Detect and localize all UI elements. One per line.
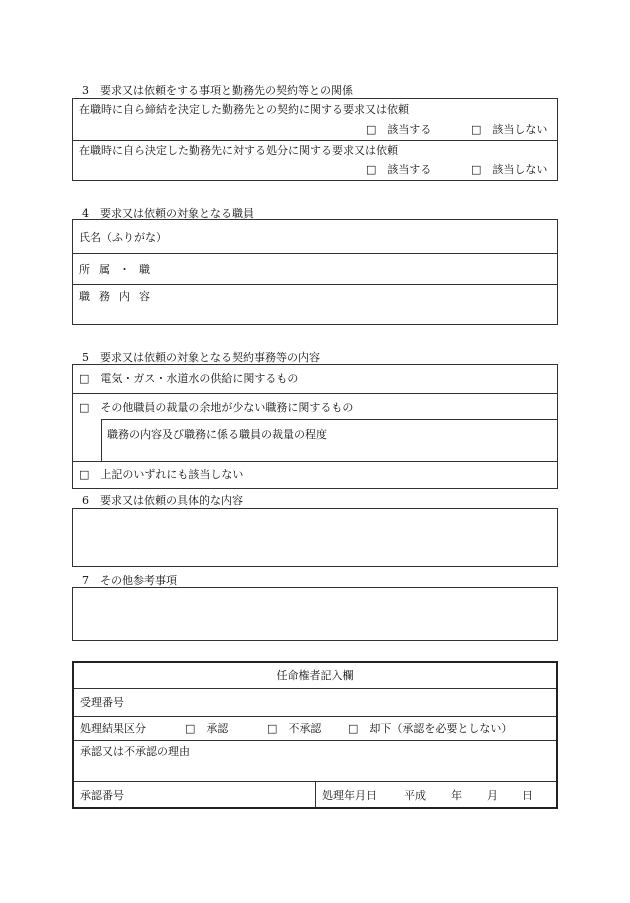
contract-relation-label: 在職時に自ら締結を決定した勤務先との契約に関する要求又は依頼 [79,103,409,116]
reject-checkbox[interactable]: □ 不承認 [267,722,322,735]
approval-number-label: 承認番号 [80,789,124,802]
divider [73,140,557,141]
contract-relation-yes-checkbox[interactable]: □ 該当する [366,123,432,136]
section4-table [72,219,558,325]
reason-label: 承認又は不承認の理由 [80,745,190,758]
low-discretion-duties-checkbox[interactable]: □ その他職員の裁量の余地が少ない職務に関するもの [79,401,354,414]
dismiss-checkbox[interactable]: □ 却下（承認を必要としない） [348,722,513,735]
section6-heading: 6 要求又は依頼の具体的な内容 [82,494,243,507]
disposition-relation-label: 在職時に自ら決定した勤務先に対する処分に関する要求又は依頼 [79,144,398,157]
receipt-number-label: 受理番号 [80,696,124,709]
divider [73,253,557,254]
contract-relation-no-checkbox[interactable]: □ 該当しない [471,123,548,136]
divider [74,740,556,741]
result-category-label: 処理結果区分 [80,722,146,735]
employee-name-label: 氏名（ふりがな） [79,231,167,244]
divider [74,716,556,717]
discretion-detail-label: 職務の内容及び職務に係る職員の裁量の程度 [107,428,327,441]
disposition-relation-no-checkbox[interactable]: □ 該当しない [471,163,548,176]
section5-heading: 5 要求又は依頼の対象となる契約事務等の内容 [82,351,320,364]
divider [74,688,556,689]
year-label: 年 [451,789,462,802]
approve-checkbox[interactable]: □ 承認 [185,722,229,735]
column-divider [315,781,316,807]
duties-label: 職務内容 [79,290,159,303]
divider [73,461,557,462]
discretion-detail-box [101,419,558,461]
section3-heading: 3 要求又は依頼をする事項と勤務先の契約等との関係 [82,84,353,97]
section5-table [72,364,558,489]
specific-content-field[interactable] [72,508,558,567]
processing-date-label: 処理年月日 [322,789,377,802]
day-label: 日 [522,789,533,802]
divider [73,284,557,285]
section3-table [72,98,558,181]
era-label: 平成 [404,789,426,802]
divider [73,393,557,394]
other-reference-field[interactable] [72,587,558,641]
section7-heading: 7 その他参考事項 [82,574,177,587]
section4-heading: 4 要求又は依頼の対象となる職員 [82,207,254,220]
none-applicable-checkbox[interactable]: □ 上記のいずれにも該当しない [79,468,244,481]
month-label: 月 [487,789,498,802]
utilities-supply-checkbox[interactable]: □ 電気・ガス・水道水の供給に関するもの [79,372,299,385]
affiliation-label: 所属・職 [79,263,159,276]
appointer-table [72,661,558,809]
disposition-relation-yes-checkbox[interactable]: □ 該当する [366,163,432,176]
appointer-title: 任命権者記入欄 [276,669,354,682]
